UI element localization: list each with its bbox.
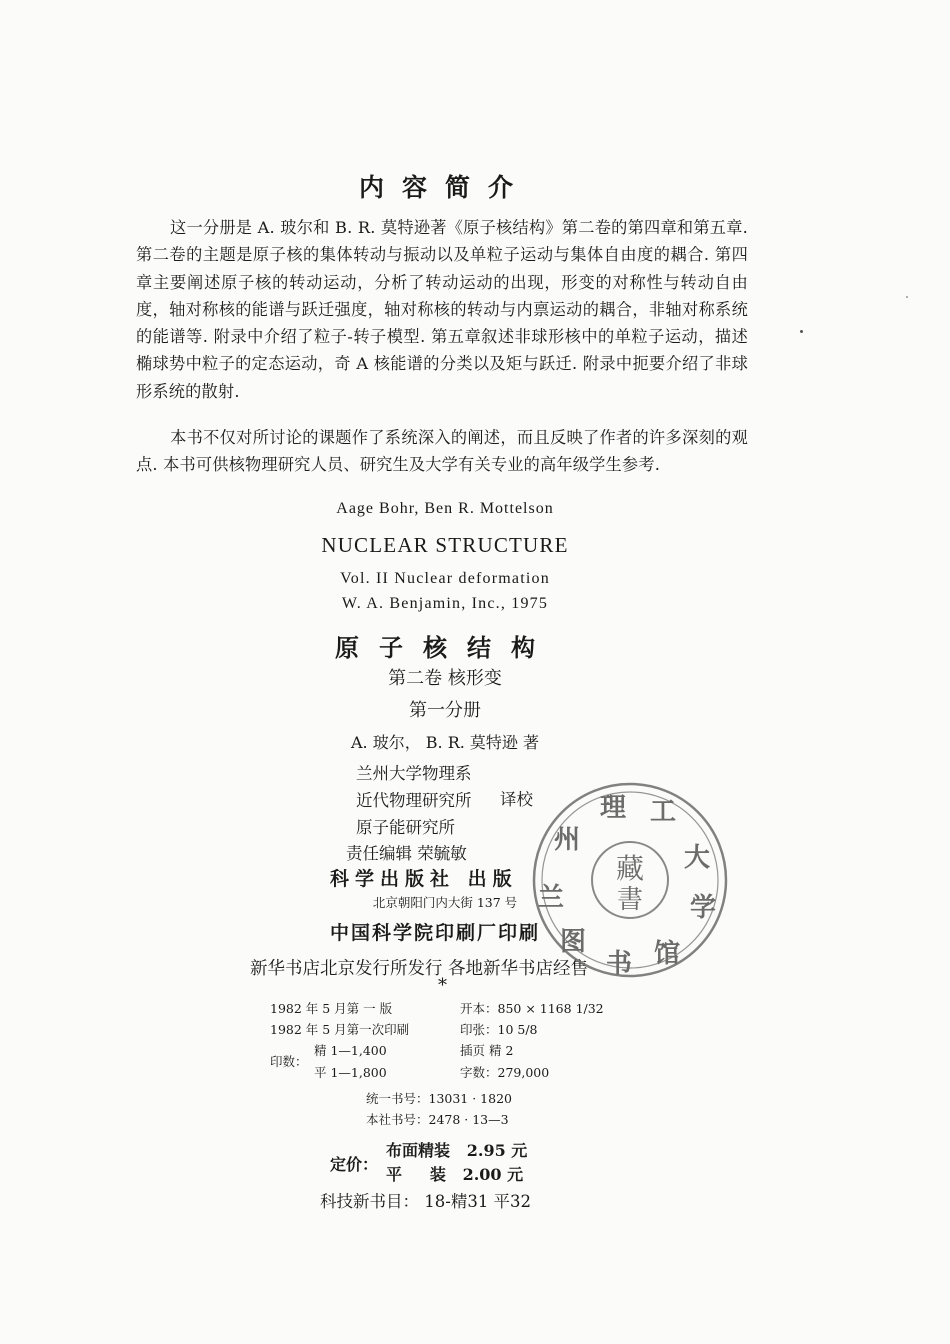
edition-first: 1982 年 5 月第 一 版 [270, 1001, 393, 1016]
price-hardcover-value: 2.95 元 [466, 1141, 528, 1160]
chinese-title: 原子核结构 [335, 634, 555, 662]
chinese-part: 第一分册 [409, 700, 481, 721]
publisher-cn: 科学出版社 出版 [330, 868, 518, 890]
translator-3: 原子能研究所 [356, 818, 455, 837]
stamp-ring-char-9: 图 [560, 927, 587, 957]
price-hardcover-label: 布面精装 [386, 1141, 451, 1160]
price-paperback-value: 2.00 元 [462, 1165, 524, 1184]
stamp-ring-char-5: 大 [684, 843, 711, 873]
paper-speck [906, 296, 908, 298]
stamp-ring-char-8: 书 [606, 949, 633, 979]
summary-paragraph-1: 这一分册是 A. 玻尔和 B. R. 莫特逊著《原子核结构》第二卷的第四章和第五章. 第二卷的主题是原子核的集体转动与振动以及单粒子运动与集体自由度的耦合. 第四章主要阐述原子核的转动运动，分析了转动运动的出现，形变的对称性与转动自由度，轴对称核的能谱与跃迁强度，轴对称核的转动与内禀运动的耦合，非轴对称系统的能谱等. 附录中介绍了粒子-转子模型. 第五章叙述非球形核中的单粒子运动，描述椭球势中粒子的定态运动，奇 A 核能谱的分类以及矩与跃迁. 附录中扼要介绍了非球形系统的散射. [136, 218, 748, 401]
stamp-ring-char-7: 馆 [654, 939, 681, 969]
stamp-char-top: 藏 [615, 852, 645, 885]
original-publisher: W. A. Benjamin, Inc., 1975 [341, 595, 549, 612]
stamp-ring-char-1: 兰 [538, 883, 565, 913]
stamp-ring-char-2: 州 [554, 825, 581, 855]
price-label: 定价： [330, 1155, 379, 1174]
library-stamp [530, 780, 730, 980]
summary-paragraph-2: 本书不仅对所讨论的课题作了系统深入的阐述，而且反映了作者的许多深刻的观点. 本书可供核物理研究人员、研究生及大学有关专业的高年级学生参考. [136, 428, 748, 475]
unified-book-number: 统一书号：13031 · 1820 [366, 1091, 512, 1106]
stamp-char-bottom: 書 [616, 885, 644, 915]
original-title: NUCLEAR STRUCTURE [321, 533, 569, 557]
publisher-address: 北京朝阳门内大街 137 号 [372, 895, 518, 910]
original-authors: Aage Bohr, Ben R. Mottelson [336, 500, 554, 517]
book-format: 开本：850 × 1168 1/32 [460, 1001, 604, 1016]
chinese-volume: 第二卷 核形变 [388, 668, 502, 689]
price-paperback-label: 平 装 [386, 1165, 446, 1184]
translator-role: 译校 [500, 790, 533, 809]
library-stamp-seal [530, 780, 730, 980]
print-run-hardcover: 精 1—1,400 [314, 1043, 387, 1058]
paper-speck [800, 330, 803, 333]
print-sheets: 印张：10 5/8 [460, 1022, 538, 1037]
edition-print: 1982 年 5 月第一次印刷 [270, 1022, 410, 1037]
stamp-ring-char-6: 学 [690, 893, 717, 923]
stamp-ring-char-4: 工 [650, 797, 677, 827]
chinese-authors: A. 玻尔， B. R. 莫特逊 著 [350, 733, 540, 752]
summary-heading: 内容简介 [358, 173, 531, 202]
catalog-number: 科技新书目： 18-精31 平32 [320, 1192, 532, 1211]
word-count: 字数：279,000 [460, 1065, 550, 1080]
distribution: 新华书店北京发行所发行 各地新华书店经售 [250, 959, 589, 979]
house-book-number: 本社书号：2478 · 13—3 [366, 1112, 509, 1127]
stamp-ring-char-3: 理 [600, 793, 627, 823]
printer: 中国科学院印刷厂印刷 [330, 922, 541, 944]
print-run-label: 印数： [270, 1054, 308, 1069]
original-volume: Vol. II Nuclear deformation [340, 570, 550, 587]
price-hardcover [386, 1138, 527, 1161]
translator-1: 兰州大学物理系 [356, 764, 472, 783]
translator-2: 近代物理研究所 [356, 791, 472, 810]
print-run-paperback: 平 1—1,800 [314, 1065, 387, 1080]
separator-star: * [438, 975, 447, 996]
price-paperback [386, 1162, 523, 1185]
responsible-editor: 责任编辑 荣毓敏 [346, 844, 467, 863]
plates: 插页 精 2 [460, 1043, 514, 1058]
